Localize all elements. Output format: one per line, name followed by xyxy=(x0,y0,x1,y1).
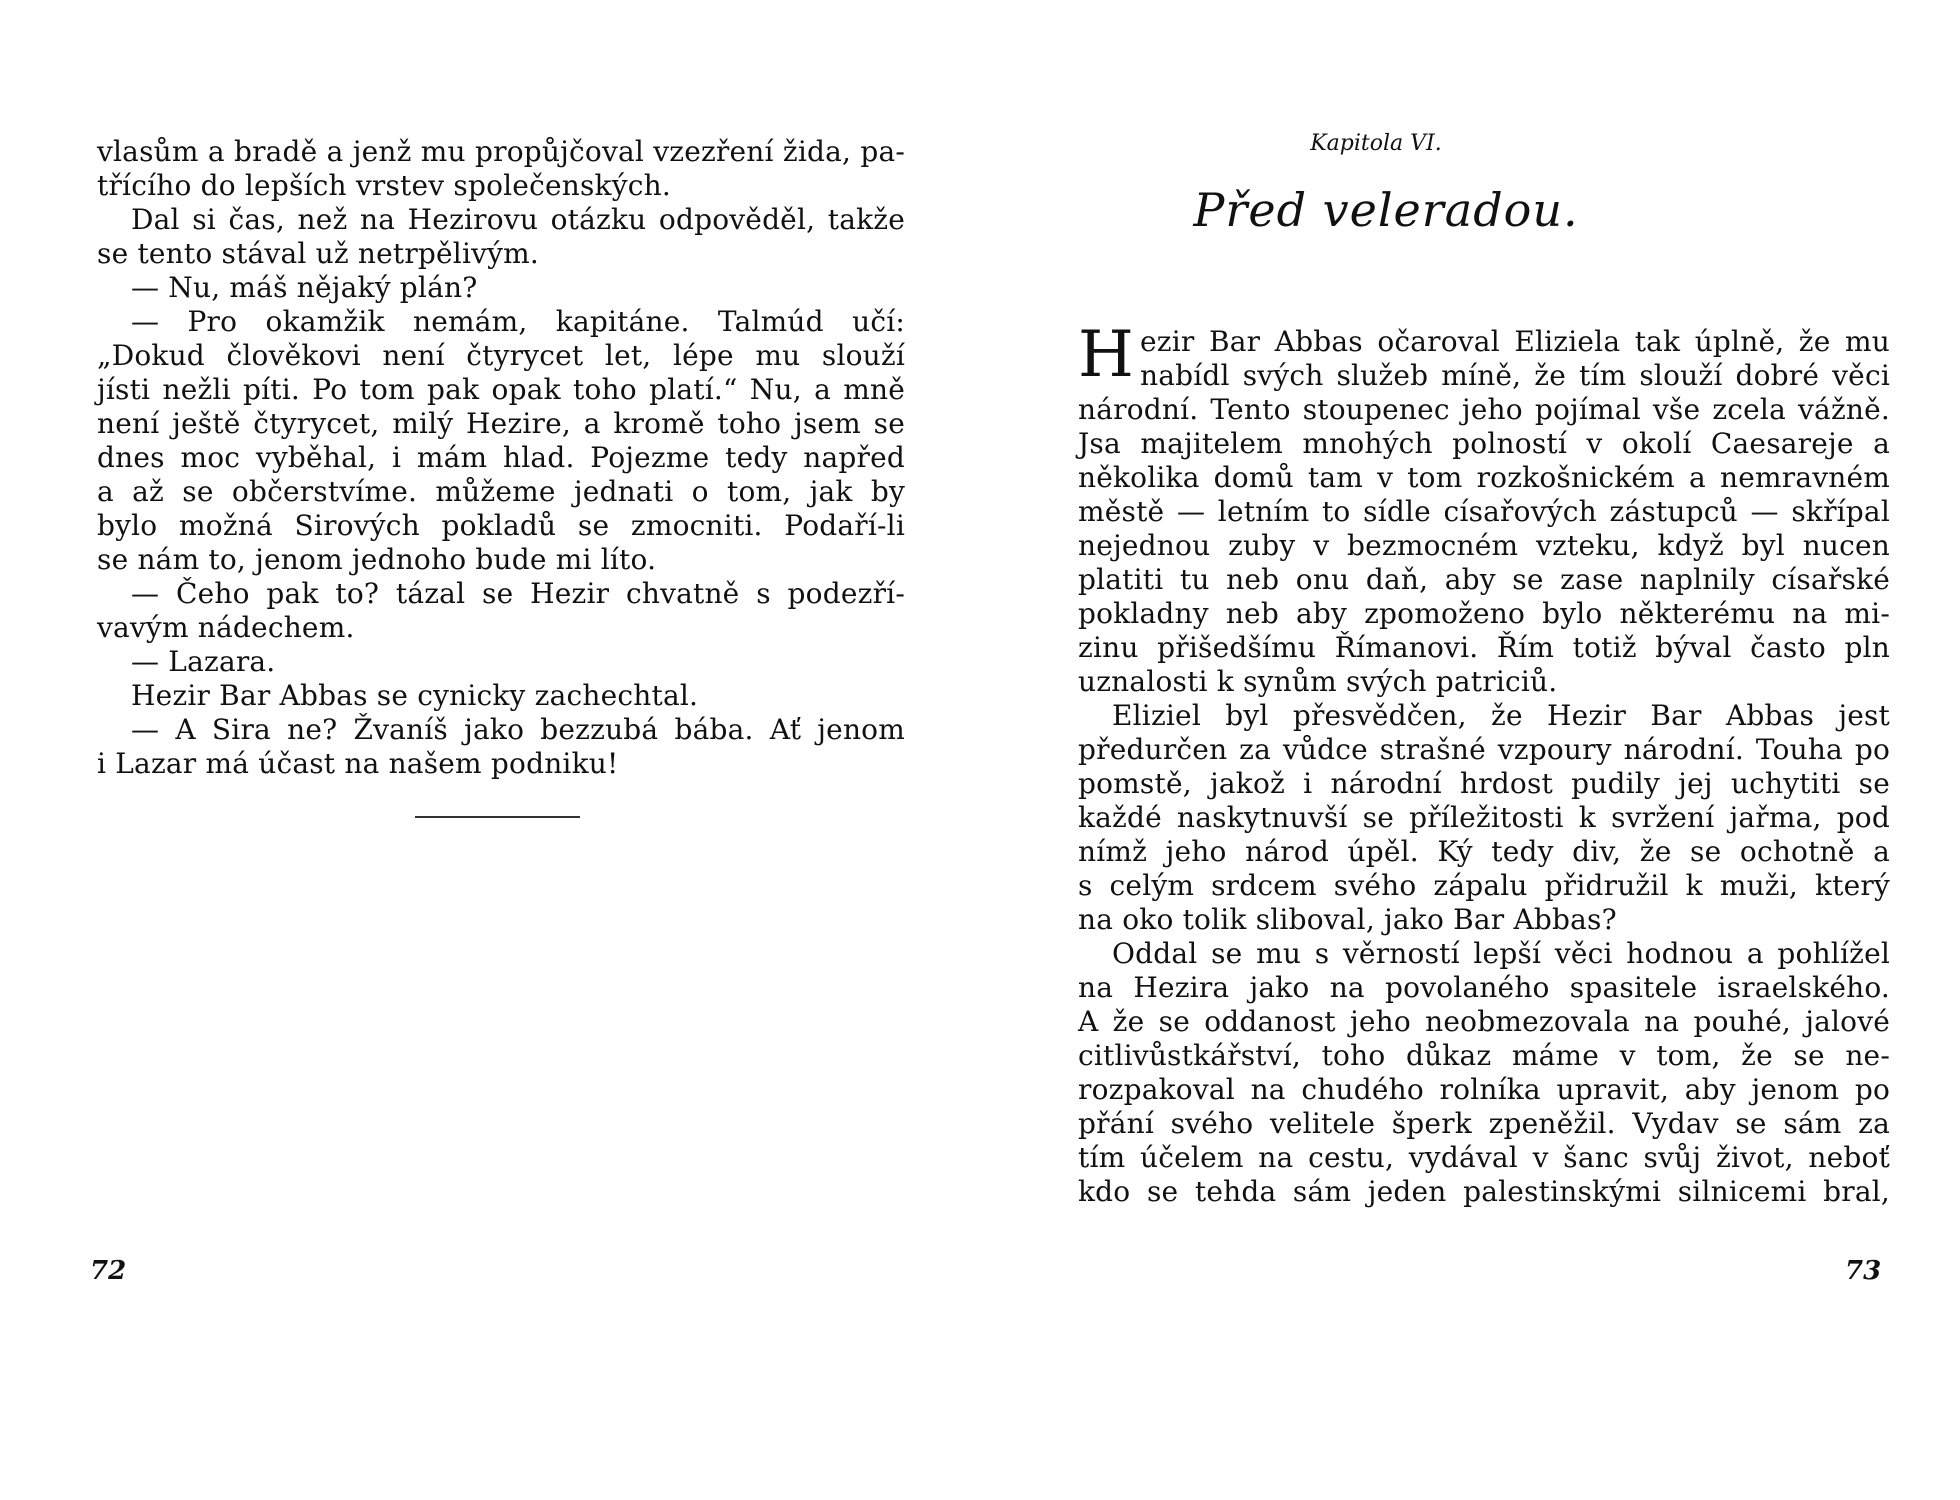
right-page xyxy=(980,0,1960,1500)
text-line: několika domů tam v tom rozkošnickém a nemravném xyxy=(1078,461,1890,494)
text-line: — Čeho pak to? tázal se Hezir chvatně s podezří- xyxy=(131,577,905,610)
text-line: — A Sira ne? Žvaníš jako bezzubá bába. Ať jenom xyxy=(131,713,905,746)
text-line: zinu přišedšímu Římanovi. Řím totiž býval často pln xyxy=(1078,631,1890,664)
page-number: 72 xyxy=(90,1256,127,1286)
text-line: citlivůstkářství, toho důkaz máme v tom, že se ne- xyxy=(1078,1039,1890,1072)
text-line: na Hezira jako na povolaného spasitele israelského. xyxy=(1078,971,1890,1004)
text-line: přání svého velitele šperk zpeněžil. Vydav se sám za xyxy=(1078,1107,1890,1140)
text-line: „Dokud člověkovi není čtyrycet let, lépe mu slouží xyxy=(97,339,905,372)
text-line: uznalosti k synům svých patriciů. xyxy=(1078,665,1558,698)
text-line: není ještě čtyrycet, milý Hezire, a kromě toho jsem se xyxy=(97,407,905,440)
text-line: se tento stával už netrpělivým. xyxy=(97,237,540,270)
text-line: pomstě, jakož i národní hrdost pudily jej uchytiti se xyxy=(1078,767,1890,800)
text-line: bylo možná Sirových pokladů se zmocniti. Podaří-li xyxy=(97,509,905,542)
text-line: na oko tolik sliboval, jako Bar Abbas? xyxy=(1078,903,1617,936)
text-line: Jsa majitelem mnohých polností v okolí Caesareje a xyxy=(1078,427,1890,460)
text-line: Hezir Bar Abbas se cynicky zachechtal. xyxy=(131,679,699,712)
page-number: 73 xyxy=(1845,1256,1882,1286)
chapter-title: Před veleradou. xyxy=(1193,183,1579,237)
text-line: kdo se tehda sám jeden palestinskými silnicemi bral, xyxy=(1078,1175,1890,1208)
text-line: — Pro okamžik nemám, kapitáne. Talmúd učí: xyxy=(131,305,905,338)
text-line: s celým srdcem svého zápalu přidružil k muži, který xyxy=(1078,869,1890,902)
text-line: Oddal se mu s věrností lepší věci hodnou a pohlížel xyxy=(1112,937,1890,970)
text-line: třícího do lepších vrstev společenských. xyxy=(97,169,671,202)
chapter-label: Kapitola VI. xyxy=(1310,131,1442,156)
text-line: a až se občerstvíme. můžeme jednati o tom, jak by xyxy=(97,475,905,508)
text-line: i Lazar má účast na našem podniku! xyxy=(97,747,619,780)
text-line: nímž jeho národ úpěl. Ký tedy div, že se ochotně a xyxy=(1078,835,1890,868)
text-line: vavým nádechem. xyxy=(97,611,355,644)
right-page-text xyxy=(1078,318,1890,1209)
text-line: vlasům a bradě a jenž mu propůjčoval vzezření žida, pa- xyxy=(97,135,905,168)
text-line: Dal si čas, než na Hezirovu otázku odpověděl, takže xyxy=(131,203,905,236)
text-line: národní. Tento stoupenec jeho pojímal vše zcela vážně. xyxy=(1078,393,1890,426)
left-page-text xyxy=(97,135,905,781)
drop-cap: H xyxy=(1078,318,1135,392)
text-line: tím účelem na cestu, vydával v šanc svůj život, neboť xyxy=(1078,1141,1890,1174)
text-line: předurčen za vůdce strašné vzpoury národní. Touha po xyxy=(1078,733,1890,766)
text-line: — Nu, máš nějaký plán? xyxy=(131,271,478,304)
text-line: nejednou zuby v bezmocném vzteku, když byl nucen xyxy=(1078,529,1890,562)
text-line: — Lazara. xyxy=(131,645,276,678)
text-line: rozpakoval na chudého rolníka upravit, aby jenom po xyxy=(1078,1073,1890,1106)
text-line: nabídl svých služeb míně, že tím slouží dobré věci xyxy=(1140,359,1890,392)
text-line: každé naskytnuvší se příležitosti k svržení jařma, pod xyxy=(1078,801,1890,834)
text-line: ezir Bar Abbas očaroval Eliziela tak úplně, že mu xyxy=(1140,325,1890,358)
text-line: Eliziel byl přesvědčen, že Hezir Bar Abbas jest xyxy=(1112,699,1890,732)
text-line: městě — letním to sídle císařových zástupců — skřípal xyxy=(1078,495,1890,528)
text-line: jísti nežli píti. Po tom pak opak toho platí.“ Nu, a mně xyxy=(97,373,905,406)
text-line: dnes moc vyběhal, i mám hlad. Pojezme tedy napřed xyxy=(97,441,905,474)
text-line: A že se oddanost jeho neobmezovala na pouhé, jalové xyxy=(1078,1005,1890,1038)
text-line: se nám to, jenom jednoho bude mi líto. xyxy=(97,543,657,576)
text-line: pokladny neb aby zpomoženo bylo některému na mi- xyxy=(1078,597,1890,630)
section-divider xyxy=(415,816,580,818)
text-line: platiti tu neb onu daň, aby se zase naplnily císařské xyxy=(1078,563,1890,596)
